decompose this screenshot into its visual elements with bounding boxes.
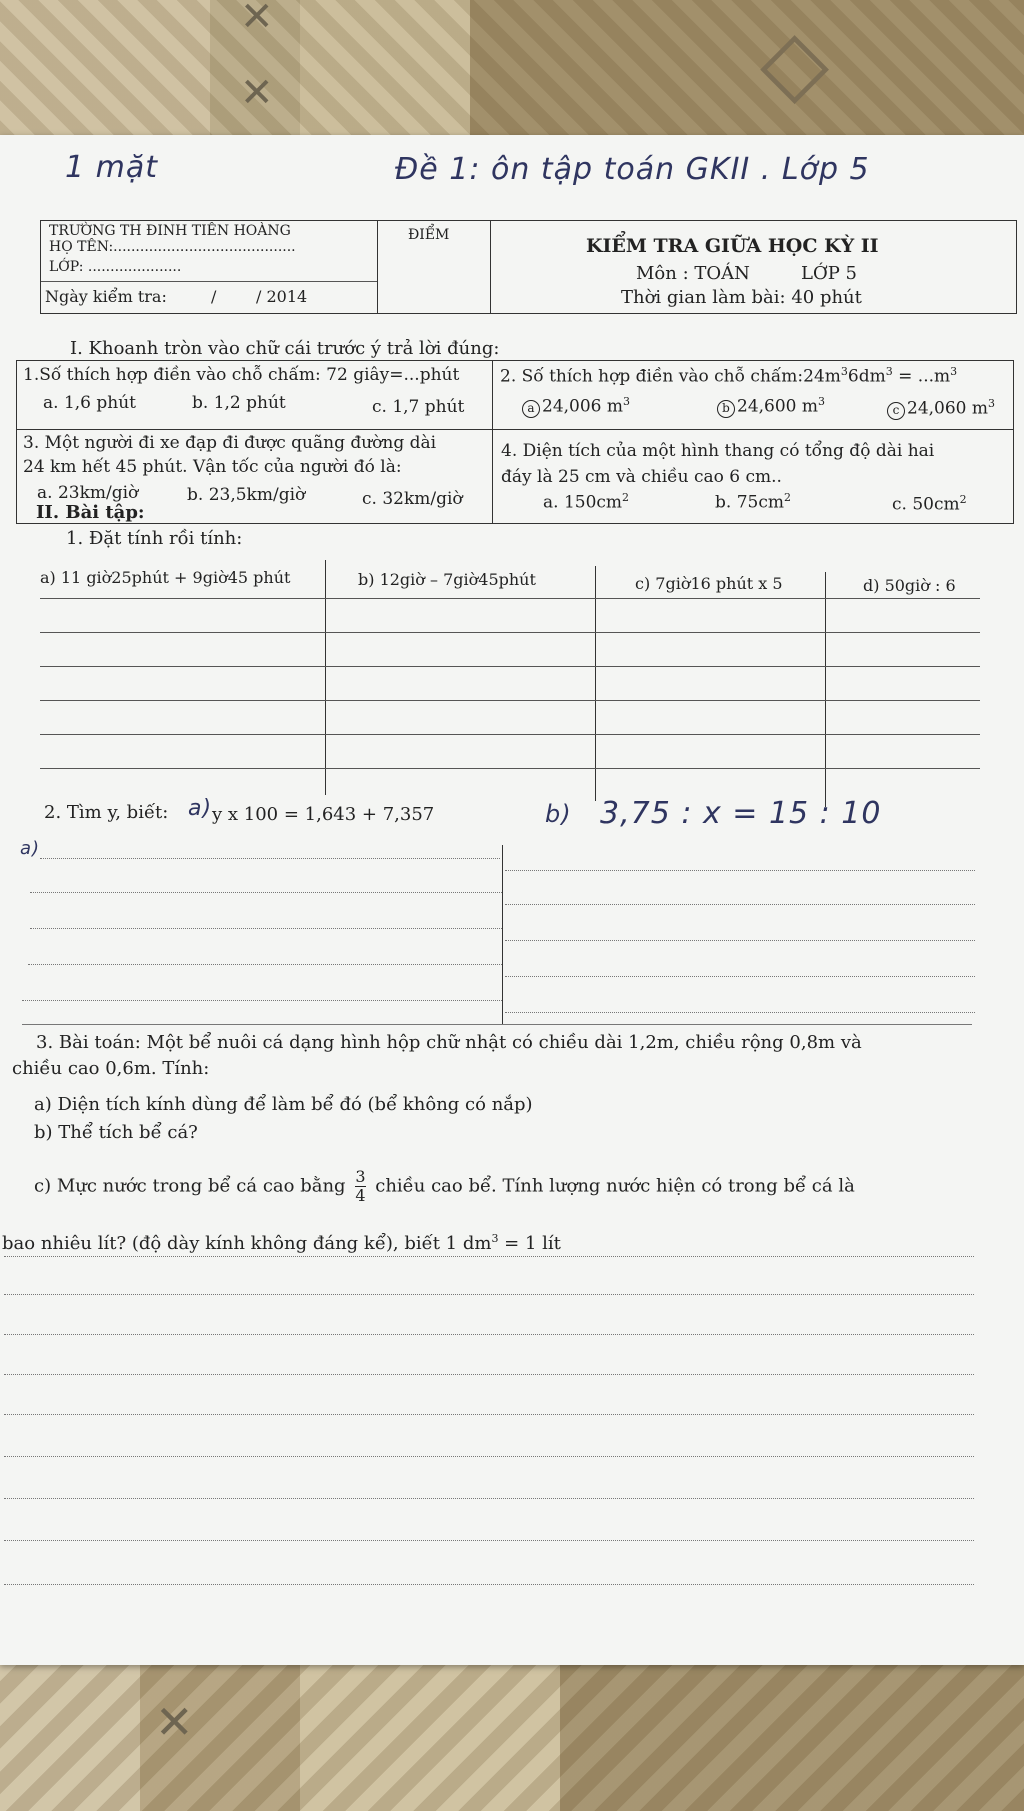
score-cell (378, 221, 491, 313)
question-1: 1.Số thích hợp điền vào chỗ chấm: 72 giây=...phút (23, 365, 460, 385)
tile-cross-icon: ✕ (240, 0, 274, 40)
name-label: HỌ TÊN:......................................... (49, 239, 296, 255)
school-name: TRƯỜNG TH ĐINH TIÊN HOÀNG (49, 223, 291, 239)
q4-option-c: c. $50cm^2$ (892, 493, 967, 515)
exercise-3-b: b) Thể tích bể cá? (34, 1122, 198, 1143)
q4-option-b: b. $75cm^2$ (715, 491, 791, 513)
handwritten-label-b: b) (545, 800, 572, 828)
part2-title: II. Bài tập: (36, 502, 145, 523)
handwritten-note: 1 mặt (65, 150, 158, 185)
class-label: LỚP: ..................... (49, 259, 182, 275)
q1-option-c: c. 1,7 phút (372, 397, 465, 417)
q3-option-b: b. 23,5km/giờ (187, 485, 306, 505)
handwritten-title: Đề 1: ôn tập toán GKII . Lớp 5 (395, 152, 870, 187)
q2-option-c: c 24,060 $m^3$ (887, 397, 995, 420)
calc-d: d) 50giờ : 6 (863, 576, 956, 595)
exam-date-label: Ngày kiểm tra: (45, 287, 167, 306)
q1-option-a: a. 1,6 phút (43, 393, 136, 413)
tile-cross-icon: ✕ (240, 70, 274, 116)
score-label: ĐIỂM (408, 227, 450, 243)
handwritten-mark-a: a) (188, 796, 213, 821)
exam-grade: LỚP 5 (801, 263, 857, 284)
part1-title: I. Khoanh tròn vào chữ cái trước ý trả lời đúng: (70, 338, 500, 359)
exercise-3-line2: chiều cao 0,6m. Tính: (12, 1058, 210, 1079)
fraction-three-quarters: $\frac{3}{4}$ (355, 1167, 366, 1205)
date-separator: / (211, 287, 217, 306)
question-4-line2: đáy là 25 cm và chiều cao 6 cm.. (501, 467, 782, 487)
handwritten-label-a: a) (20, 838, 41, 859)
answer-divider (502, 845, 503, 1025)
q1-option-b: b. 1,2 phút (192, 393, 286, 413)
exam-title: KIỂM TRA GIỮA HỌC KỲ II (586, 235, 879, 257)
question-3-line2: 24 km hết 45 phút. Vận tốc của người đó là: (23, 457, 402, 477)
exam-duration: Thời gian làm bài: 40 phút (621, 287, 862, 308)
q2-option-b: b 24,600 $m^3$ (717, 395, 825, 418)
exercise-2-title: 2. Tìm y, biết: (44, 802, 169, 823)
header-table (40, 220, 1017, 314)
q4-option-a: a. $150cm^2$ (543, 491, 630, 513)
exercise-3-c: c) Mực nước trong bể cá cao bằng $\frac{3}{4}$ chiều cao bể. Tính lượng nước hiện có trong bể cá là (34, 1167, 855, 1205)
exam-year: / 2014 (256, 287, 308, 306)
floor-background-top (0, 0, 1024, 140)
tile-diamond-icon: ◇ (760, 10, 830, 115)
tile-cross-icon: ✕ (155, 1695, 194, 1749)
header-student-cell (41, 221, 378, 313)
calculation-grid (40, 560, 980, 795)
exercise-3-line1: 3. Bài toán: Một bể nuôi cá dạng hình hộp chữ nhật có chiều dài 1,2m, chiều rộng 0,8m và (36, 1032, 862, 1053)
exam-subject: Môn : TOÁN (636, 263, 750, 284)
floor-background-bottom (0, 1655, 1024, 1811)
question-3-line1: 3. Một người đi xe đạp đi được quãng đường dài (23, 433, 437, 453)
calc-b: b) 12giờ – 7giờ45phút (358, 570, 536, 589)
calc-c: c) 7giờ16 phút x 5 (635, 574, 783, 593)
exercise-3-c-line2: bao nhiêu lít? (độ dày kính không đáng kể), biết 1 $dm^3 = 1$ lít (2, 1232, 561, 1254)
exercise-3-a: a) Diện tích kính dùng để làm bể đó (bể không có nắp) (34, 1094, 533, 1115)
question-4-line1: 4. Diện tích của một hình thang có tổng độ dài hai (501, 441, 935, 461)
q3-option-a: a. 23km/giờ (37, 483, 139, 503)
exercise-1-title: 1. Đặt tính rồi tính: (66, 528, 243, 549)
calc-a: a) 11 giờ25phút + 9giờ45 phút (40, 568, 291, 587)
q2-option-a: a 24,006 $m^3$ (522, 395, 630, 418)
q3-option-c: c. 32km/giờ (362, 489, 463, 509)
handwritten-equation-b: 3,75 : x = 15 : 10 (600, 796, 882, 831)
multiple-choice-table (16, 360, 1014, 524)
question-2: 2. Số thích hợp điền vào chỗ $chấm:24m^36dm^3 = ...m^3$ (500, 365, 958, 387)
exercise-2-equation-a: y x 100 = 1,643 + 7,357 (212, 804, 435, 825)
